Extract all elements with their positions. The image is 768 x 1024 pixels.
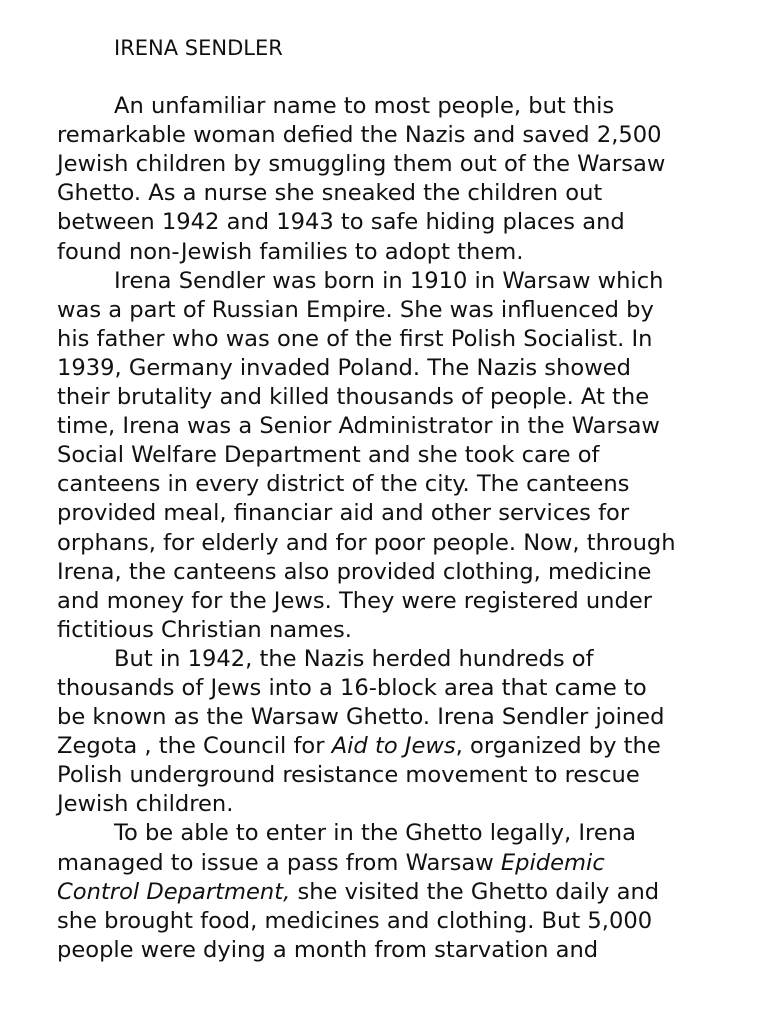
- italic-text: Aid to Jews: [331, 733, 456, 760]
- text-line: To be able to enter in the Ghetto legally, Irena: [114, 820, 636, 847]
- text-line: people were dying a month from starvation and: [57, 936, 599, 963]
- text-line: [57, 732, 747, 761]
- text-line: she brought food, medicines and clothing. But 5,000: [57, 907, 653, 934]
- text-line: was a part of Russian Empire. She was influenced by: [57, 296, 654, 323]
- document-page: [57, 34, 747, 965]
- text-line: fictitious Christian names.: [57, 616, 352, 643]
- text-line: remarkable woman defied the Nazis and saved 2,500: [57, 122, 662, 149]
- text-line: But in 1942, the Nazis herded hundreds of: [114, 645, 594, 672]
- italic-text: Epidemic: [500, 849, 605, 876]
- text-line: Ghetto. As a nurse she sneaked the children out: [57, 180, 603, 207]
- text-line: 1939, Germany invaded Poland. The Nazis showed: [57, 354, 631, 381]
- text-segment: she visited the Ghetto daily and: [290, 878, 660, 905]
- text-line: Irena Sendler was born in 1910 in Warsaw which: [114, 267, 664, 294]
- text-line: his father who was one of the first Polish Socialist. In: [57, 325, 653, 352]
- text-line: Jewish children by smuggling them out of the Warsaw: [57, 151, 666, 178]
- document-title: IRENA SENDLER: [114, 36, 283, 60]
- paragraph: [57, 645, 747, 820]
- text-line: provided meal, financiar aid and other services for: [57, 500, 630, 527]
- paragraph: [57, 267, 747, 645]
- text-line: thousands of Jews into a 16-block area that came to: [57, 674, 647, 701]
- text-segment: Zegota , the Council for: [57, 733, 332, 760]
- text-line: between 1942 and 1943 to safe hiding places and: [57, 209, 625, 236]
- text-line: [57, 849, 747, 878]
- paragraph: [57, 92, 747, 267]
- text-line: found non-Jewish families to adopt them.: [57, 238, 524, 265]
- text-line: Social Welfare Department and she took care of: [57, 442, 600, 469]
- text-line: orphans, for elderly and for poor people. Now, through: [57, 529, 676, 556]
- paragraph: [57, 819, 747, 964]
- text-line: be known as the Warsaw Ghetto. Irena Sendler joined: [57, 704, 665, 731]
- text-line: time, Irena was a Senior Administrator in the Warsaw: [57, 413, 660, 440]
- text-segment: , organized by the: [455, 733, 661, 760]
- document-body: [57, 92, 747, 965]
- text-line: canteens in every district of the city. The canteens: [57, 471, 630, 498]
- text-line: [57, 878, 747, 907]
- text-segment: managed to issue a pass from Warsaw: [57, 849, 501, 876]
- text-line: Polish underground resistance movement to rescue: [57, 762, 640, 789]
- text-line: their brutality and killed thousands of people. At the: [57, 384, 650, 411]
- text-line: An unfamiliar name to most people, but this: [114, 93, 615, 120]
- text-line: and money for the Jews. They were registered under: [57, 587, 653, 614]
- text-line: Jewish children.: [57, 791, 234, 818]
- italic-text: Control Department,: [57, 878, 291, 905]
- text-line: Irena, the canteens also provided clothing, medicine: [57, 558, 652, 585]
